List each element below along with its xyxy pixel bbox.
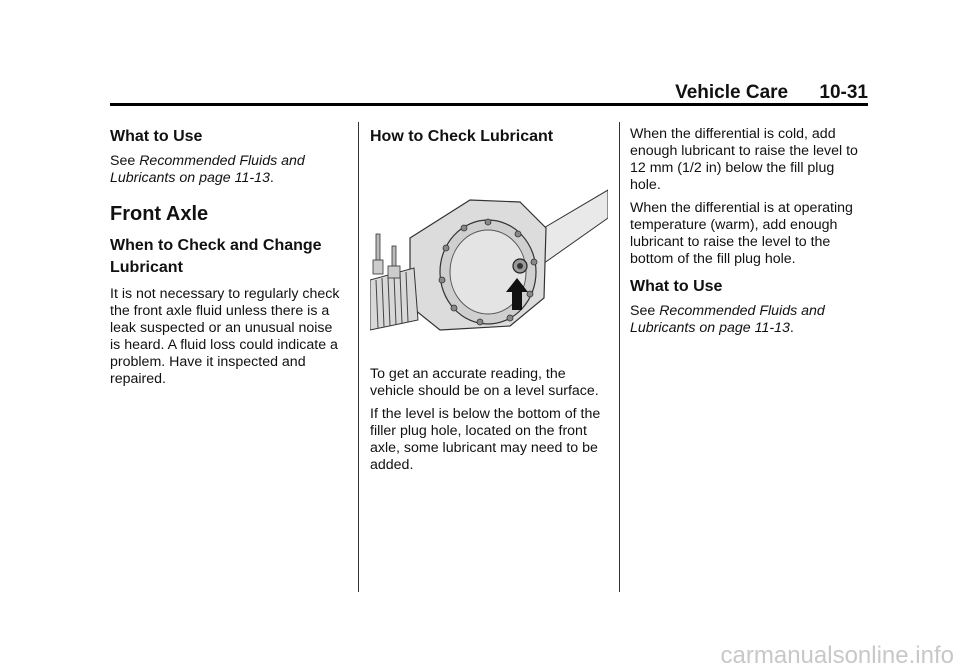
paragraph-level-below: If the level is below the bottom of the filler plug hole, located on the front axle, some lubricant may need to be added. <box>370 406 601 473</box>
see-suffix: . <box>789 320 794 336</box>
header-rule <box>110 103 868 106</box>
paragraph-when-to-check: It is not necessary to regularly check the front axle fluid unless there is a leak suspected or an unusual noise is heard. A fluid loss could indicate a problem. Have it inspected and repaired. <box>110 286 340 387</box>
paragraph-accurate-reading: To get an accurate reading, the vehicle should be on a level surface. <box>370 366 599 399</box>
front-axle-illustration <box>370 180 608 338</box>
column-divider <box>619 122 620 592</box>
heading-when-to-check: When to Check and Change Lubricant <box>110 237 322 276</box>
see-suffix: . <box>269 170 274 186</box>
column-middle-text <box>370 366 608 474</box>
watermark: carmanualsonline.info <box>720 642 954 669</box>
heading-front-axle: Front Axle <box>110 203 209 225</box>
heading-what-to-use-2: What to Use <box>630 278 723 295</box>
paragraph-warm: When the differential is at operating temperature (warm), add enough lubricant to raise the level to the bottom of the fill plug hole. <box>630 200 853 267</box>
heading-what-to-use: What to Use <box>110 128 203 145</box>
see-reference <box>110 153 345 187</box>
column-middle <box>370 126 608 148</box>
see-reference-2 <box>630 303 868 337</box>
section-title: Vehicle Care <box>675 82 789 103</box>
paragraph-cold: When the differential is cold, add enough lubricant to raise the level to 12 mm (1/2 in) below the fill plug hole. <box>630 126 858 193</box>
page-number: 10-31 <box>819 82 868 103</box>
cross-reference-link: Recommended Fluids and Lubricants on page 11-13 <box>110 153 305 186</box>
heading-how-to-check: How to Check Lubricant <box>370 128 554 145</box>
cross-reference-link: Recommended Fluids and Lubricants on page 11-13 <box>630 303 825 336</box>
column-left <box>110 126 345 388</box>
see-prefix: See <box>630 303 660 319</box>
see-prefix: See <box>110 153 140 169</box>
column-divider <box>358 122 359 592</box>
column-right <box>630 126 868 337</box>
page-header <box>110 82 868 104</box>
